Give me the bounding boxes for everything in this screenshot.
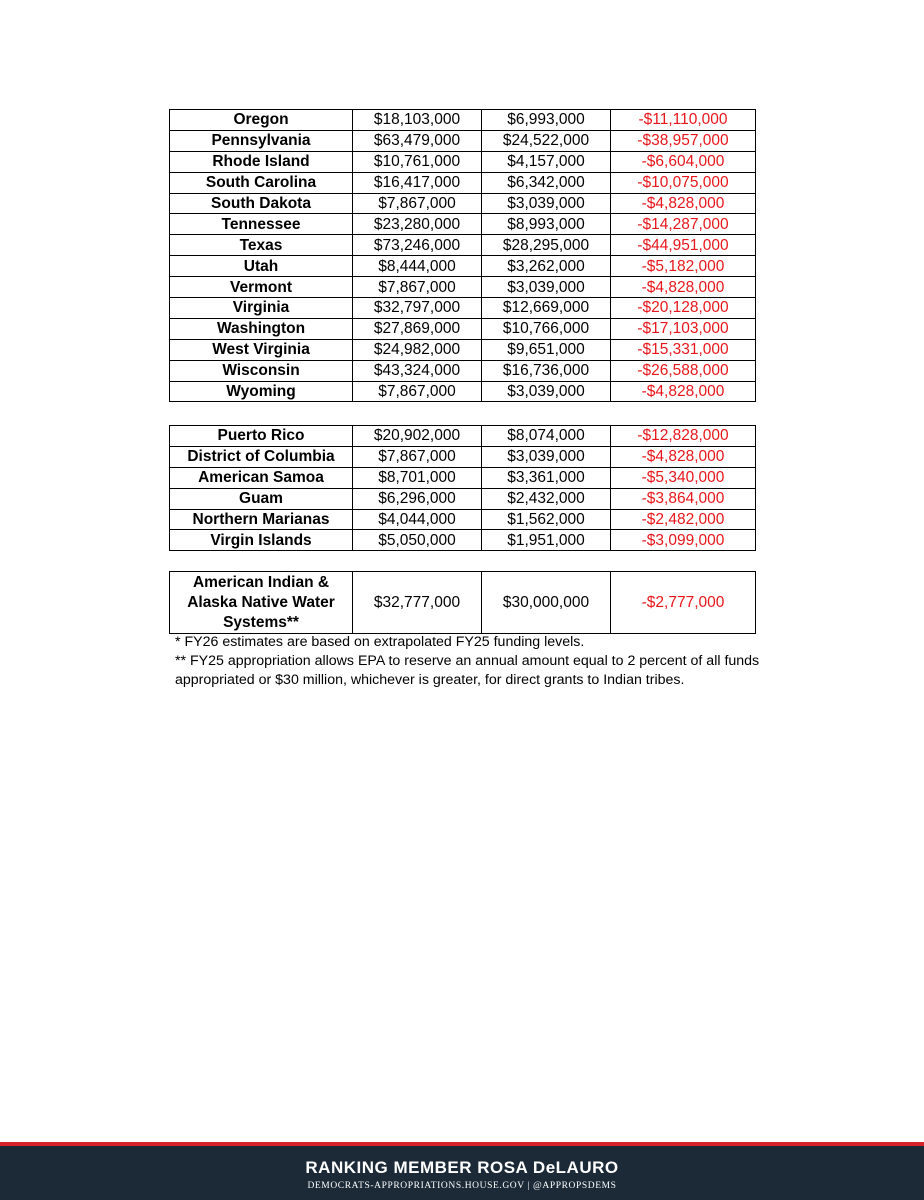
state-name-cell: Northern Marianas [170,509,353,530]
fy25-amount-cell: $7,867,000 [353,193,482,214]
fy26-amount-cell: $16,736,000 [482,360,611,381]
state-name-cell: Utah [170,256,353,277]
fy26-amount-cell: $6,993,000 [482,110,611,131]
table-row [170,381,756,402]
fy26-amount-cell: $9,651,000 [482,339,611,360]
table-row [170,172,756,193]
table-row [170,488,756,509]
fy25-amount-cell: $7,867,000 [353,446,482,467]
table-row [170,426,756,447]
difference-cell: -$4,828,000 [611,193,756,214]
state-name-cell: Guam [170,488,353,509]
difference-cell: -$44,951,000 [611,235,756,256]
table-row [170,214,756,235]
fy25-amount-cell: $4,044,000 [353,509,482,530]
state-name-cell: District of Columbia [170,446,353,467]
difference-cell: -$4,828,000 [611,277,756,298]
table-row [170,446,756,467]
table-row [170,193,756,214]
footnote-fy25-appropriation: ** FY25 appropriation allows EPA to reserve an annual amount equal to 2 percent of all funds appropriated or $30 million, whichever is greater, for direct grants to Indian tribes. [175,653,760,688]
tribal-water-systems-table [169,571,756,634]
difference-cell: -$20,128,000 [611,298,756,319]
state-name-cell: Pennsylvania [170,130,353,151]
fy25-amount-cell: $63,479,000 [353,130,482,151]
state-name-cell: Washington [170,318,353,339]
table-row [170,235,756,256]
fy25-amount-cell: $27,869,000 [353,318,482,339]
fy25-amount-cell: $5,050,000 [353,530,482,551]
footer-banner [0,1146,924,1200]
fy26-amount-cell: $3,039,000 [482,446,611,467]
fy25-amount-cell: $32,777,000 [353,572,482,634]
difference-cell: -$2,777,000 [611,572,756,634]
territory-funding-table [169,425,756,551]
fy25-amount-cell: $24,982,000 [353,339,482,360]
fy25-amount-cell: $20,902,000 [353,426,482,447]
table-row [170,572,756,634]
state-name-cell: Tennessee [170,214,353,235]
state-funding-table [169,109,756,402]
difference-cell: -$4,828,000 [611,446,756,467]
fy25-amount-cell: $43,324,000 [353,360,482,381]
fy26-amount-cell: $10,766,000 [482,318,611,339]
table-row [170,298,756,319]
state-name-cell: Rhode Island [170,151,353,172]
table-row [170,151,756,172]
fy26-amount-cell: $8,074,000 [482,426,611,447]
state-name-cell: Wisconsin [170,360,353,381]
fy26-amount-cell: $12,669,000 [482,298,611,319]
fy26-amount-cell: $1,951,000 [482,530,611,551]
fy26-amount-cell: $1,562,000 [482,509,611,530]
state-name-cell: Vermont [170,277,353,298]
fy26-amount-cell: $3,039,000 [482,381,611,402]
footnote-fy26-estimates: * FY26 estimates are based on extrapolated FY25 funding levels. [175,634,585,650]
state-name-cell: West Virginia [170,339,353,360]
difference-cell: -$10,075,000 [611,172,756,193]
fy26-amount-cell: $3,262,000 [482,256,611,277]
fy25-amount-cell: $8,444,000 [353,256,482,277]
table-row [170,339,756,360]
difference-cell: -$38,957,000 [611,130,756,151]
footer-website-handle: DEMOCRATS-APPROPRIATIONS.HOUSE.GOV | @APPROPSDEMS [307,1181,617,1191]
difference-cell: -$11,110,000 [611,110,756,131]
table-row [170,467,756,488]
difference-cell: -$4,828,000 [611,381,756,402]
state-name-cell: Texas [170,235,353,256]
difference-cell: -$3,864,000 [611,488,756,509]
fy26-amount-cell: $3,361,000 [482,467,611,488]
fy26-amount-cell: $4,157,000 [482,151,611,172]
fy25-amount-cell: $7,867,000 [353,381,482,402]
state-name-cell: American Samoa [170,467,353,488]
fy26-amount-cell: $6,342,000 [482,172,611,193]
footnotes [175,633,765,690]
fy26-amount-cell: $24,522,000 [482,130,611,151]
fy25-amount-cell: $7,867,000 [353,277,482,298]
fy26-amount-cell: $2,432,000 [482,488,611,509]
state-name-cell: Oregon [170,110,353,131]
fy25-amount-cell: $73,246,000 [353,235,482,256]
fy26-amount-cell: $3,039,000 [482,193,611,214]
fy26-amount-cell: $28,295,000 [482,235,611,256]
fy25-amount-cell: $16,417,000 [353,172,482,193]
table-row [170,130,756,151]
table-row [170,110,756,131]
table-row [170,360,756,381]
fy26-amount-cell: $30,000,000 [482,572,611,634]
table-row [170,530,756,551]
state-name-cell: Wyoming [170,381,353,402]
state-name-cell: Virginia [170,298,353,319]
difference-cell: -$5,182,000 [611,256,756,277]
table-row [170,277,756,298]
table-row [170,509,756,530]
difference-cell: -$12,828,000 [611,426,756,447]
fy25-amount-cell: $8,701,000 [353,467,482,488]
difference-cell: -$26,588,000 [611,360,756,381]
fy25-amount-cell: $23,280,000 [353,214,482,235]
state-name-cell: South Dakota [170,193,353,214]
difference-cell: -$15,331,000 [611,339,756,360]
fy25-amount-cell: $32,797,000 [353,298,482,319]
state-name-cell: Puerto Rico [170,426,353,447]
fy25-amount-cell: $10,761,000 [353,151,482,172]
difference-cell: -$2,482,000 [611,509,756,530]
difference-cell: -$14,287,000 [611,214,756,235]
difference-cell: -$17,103,000 [611,318,756,339]
fy26-amount-cell: $8,993,000 [482,214,611,235]
fy25-amount-cell: $6,296,000 [353,488,482,509]
state-name-cell: Virgin Islands [170,530,353,551]
state-name-cell: American Indian & Alaska Native Water Systems** [170,572,353,634]
fy25-amount-cell: $18,103,000 [353,110,482,131]
difference-cell: -$6,604,000 [611,151,756,172]
footer-title: RANKING MEMBER ROSA DeLAURO [305,1158,619,1177]
state-name-cell: South Carolina [170,172,353,193]
table-row [170,318,756,339]
table-row [170,256,756,277]
fy26-amount-cell: $3,039,000 [482,277,611,298]
difference-cell: -$3,099,000 [611,530,756,551]
difference-cell: -$5,340,000 [611,467,756,488]
